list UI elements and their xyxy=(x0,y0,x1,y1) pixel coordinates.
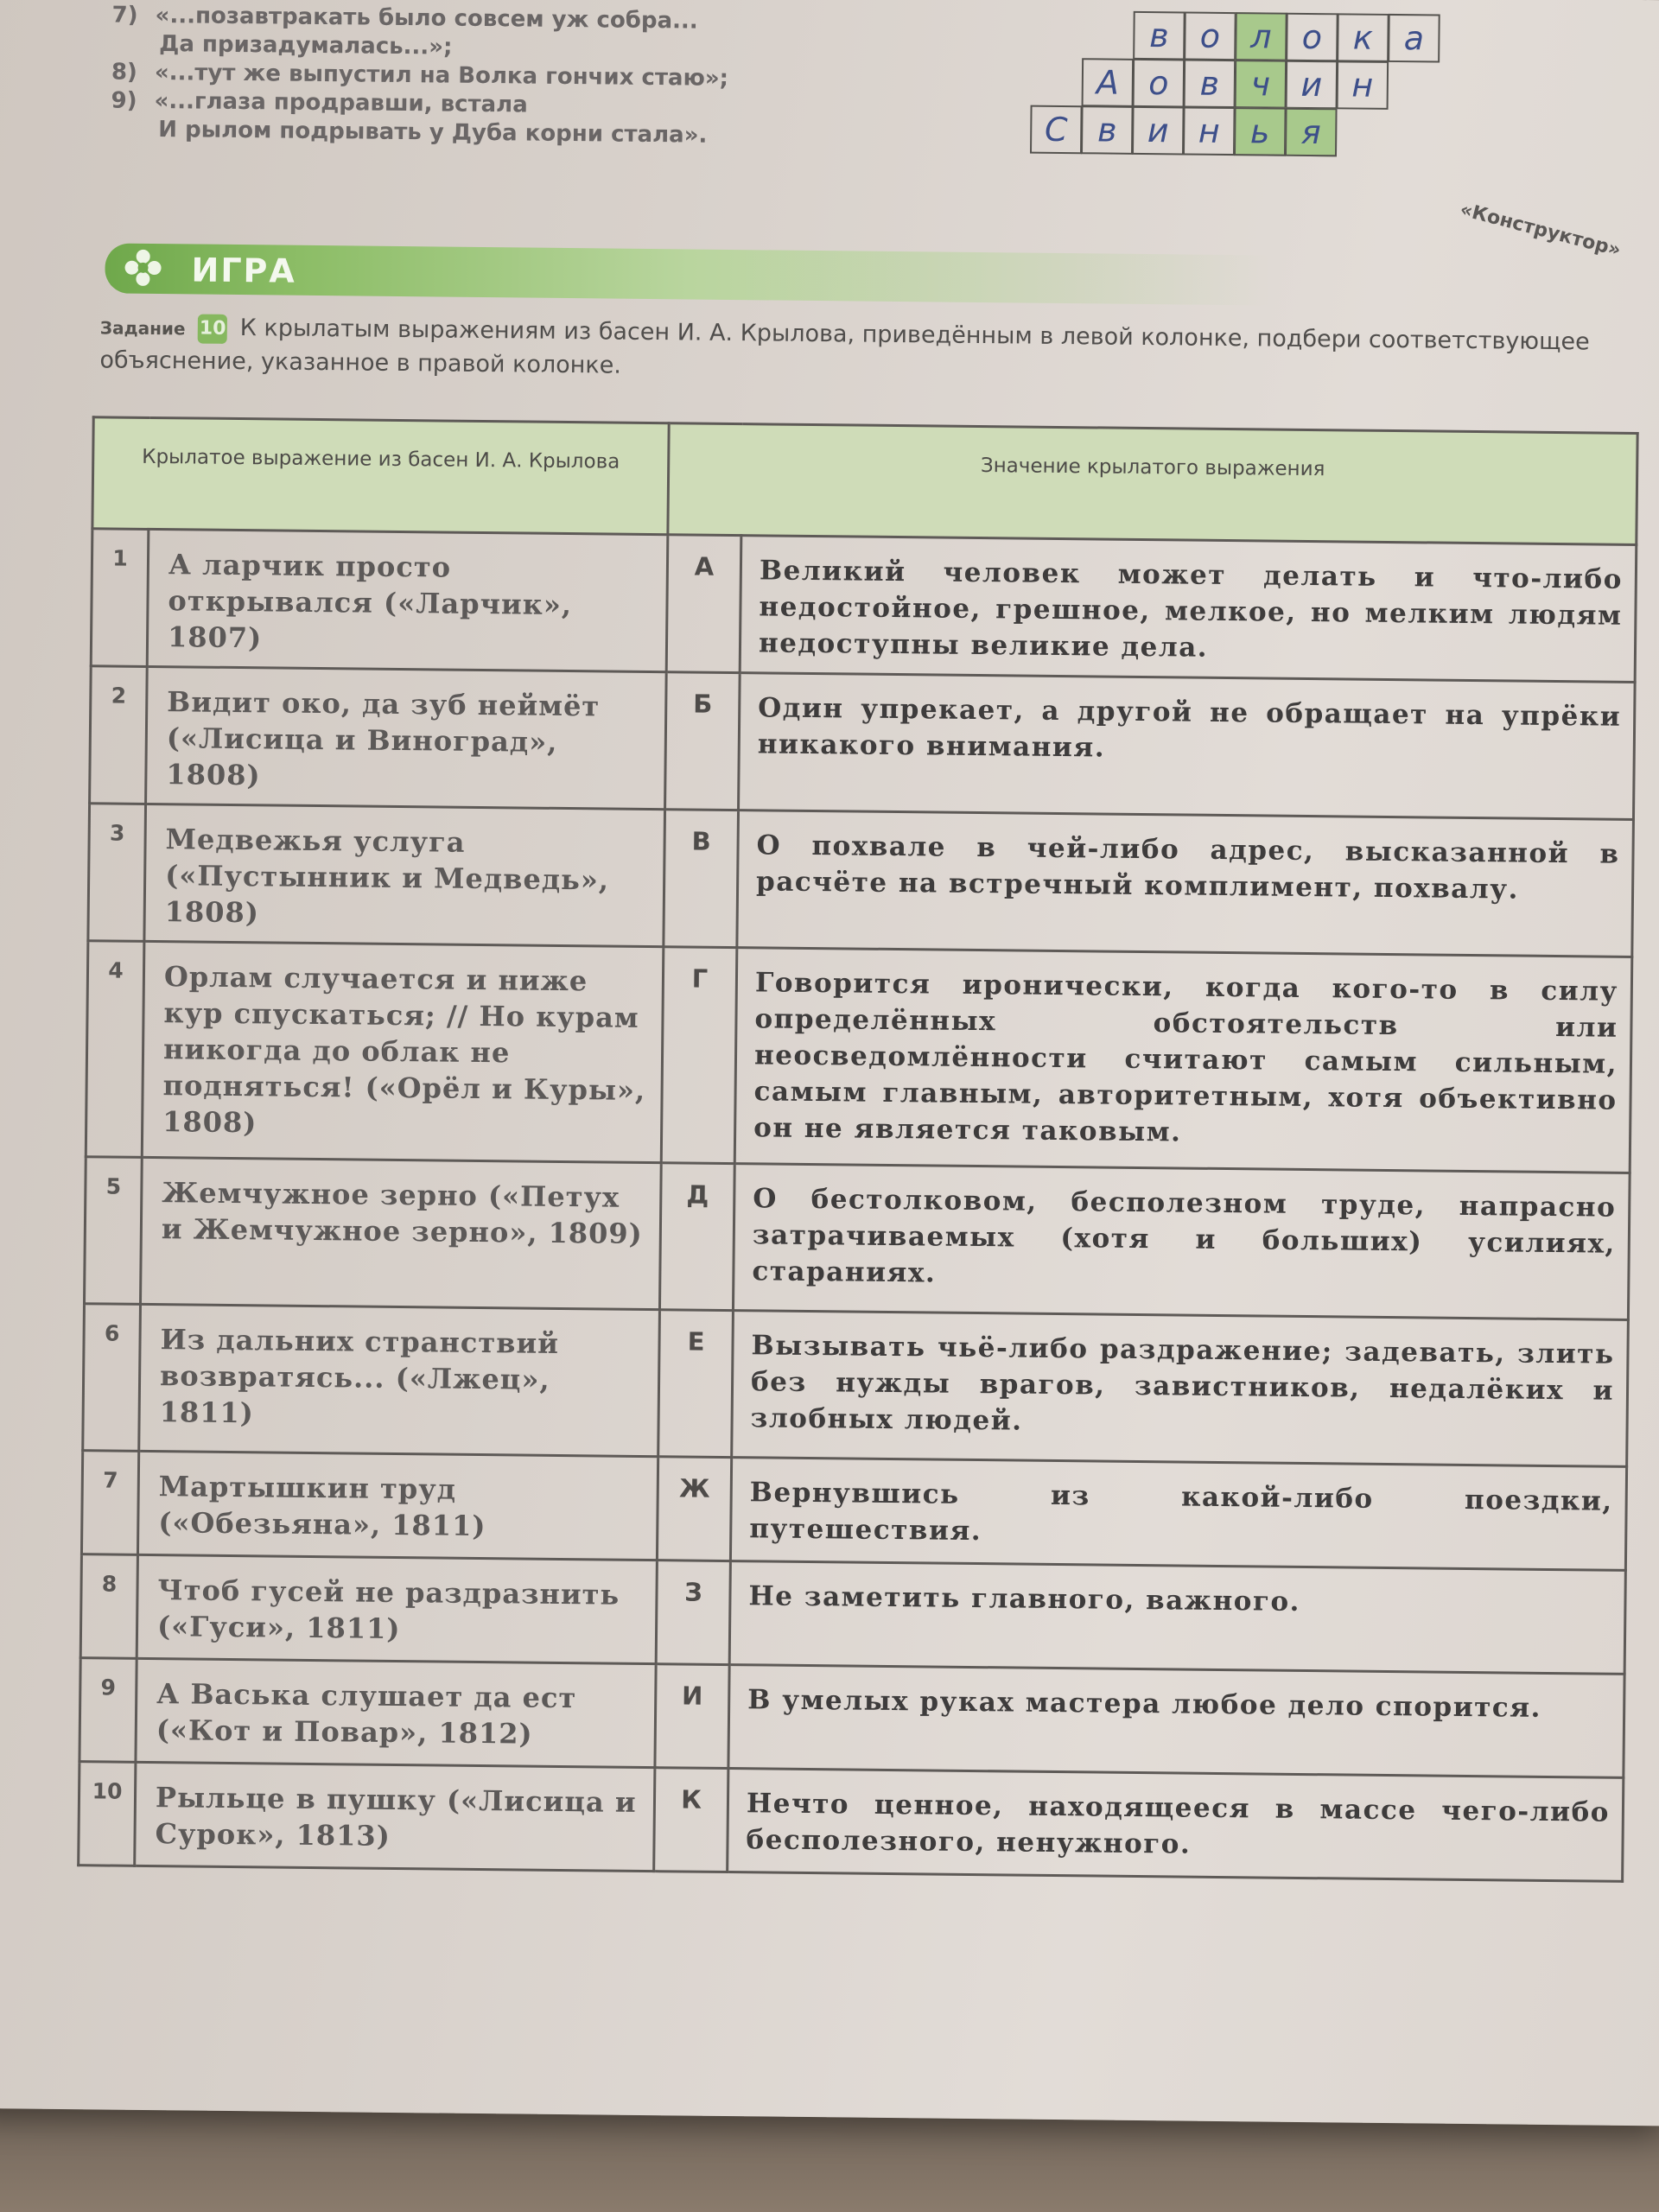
row-number: 3 xyxy=(88,804,146,942)
crossword-cell xyxy=(1336,108,1389,157)
table-row xyxy=(90,666,1636,820)
crossword-cell[interactable]: н xyxy=(1183,106,1236,156)
task-text: К крылатым выражениям из басен И. А. Крылова, приведённым в левой колонке, подбери соответствующее объяснение, указанное в правой колонке. xyxy=(99,315,1590,379)
table-header-row xyxy=(92,417,1637,545)
meaning-cell: О бестолковом, бесполезном труде, напрасно затрачиваемых (хотя и больших) усилиях, стараниях. xyxy=(733,1164,1630,1320)
crossword-cell[interactable]: о xyxy=(1184,11,1236,60)
meaning-cell: Вызывать чьё-либо раздражение; задевать, злить без нужды врагов, завистников, недалёких и злобных людей. xyxy=(732,1311,1629,1467)
meaning-cell: Говорится иронически, когда кого-то в силу определённых обстоятельств или неосведомлённости считают самым сильным, самым главным, авторитетным, хотя объективно он не является таковым. xyxy=(734,948,1632,1173)
table-row xyxy=(86,941,1632,1173)
table-row xyxy=(84,1157,1630,1320)
header-expression: Крылатое выражение из басен И. А. Крылова xyxy=(92,417,669,535)
meaning-letter: В xyxy=(664,810,739,948)
crossword-cell[interactable]: в xyxy=(1184,59,1236,108)
crossword-cell-highlight[interactable]: ь xyxy=(1234,107,1287,156)
row-number: 6 xyxy=(83,1304,141,1452)
table-row xyxy=(79,1762,1624,1882)
expression-cell: Мартышкин труд («Обезьяна», 1811) xyxy=(137,1451,658,1560)
quote-continuation: Да призадумалась...»; xyxy=(159,31,453,60)
table-row xyxy=(83,1304,1629,1467)
game-banner xyxy=(105,243,1402,307)
table-row xyxy=(80,1554,1625,1675)
crossword-cell[interactable]: А xyxy=(1082,58,1135,107)
meaning-letter: Б xyxy=(665,672,741,810)
row-number: 10 xyxy=(79,1762,136,1866)
crossword-cell[interactable]: в xyxy=(1133,11,1185,60)
meaning-cell: Один упрекает, а другой не обращает на упрёки никакого внимания. xyxy=(739,673,1636,820)
crossword-cell xyxy=(1082,10,1135,60)
task-number: 10 xyxy=(198,314,227,343)
expression-cell: Из дальних странствий возвратясь... («Лжец», 1811) xyxy=(139,1304,660,1456)
banner-title: ИГРА xyxy=(191,251,297,290)
meaning-letter: З xyxy=(656,1560,730,1665)
table-row xyxy=(81,1451,1626,1571)
table-row xyxy=(88,804,1634,957)
table-row xyxy=(91,529,1637,683)
crossword-cell[interactable]: С xyxy=(1030,105,1083,155)
row-number: 4 xyxy=(86,941,144,1158)
crossword-cell xyxy=(1031,58,1084,107)
header-meaning: Значение крылатого выражения xyxy=(668,423,1637,545)
expression-cell: Чтоб гусей не раздразнить («Гуси», 1811) xyxy=(137,1554,657,1663)
row-number: 8 xyxy=(80,1554,137,1659)
quote-continuation: И рылом подрывать у Дуба корни стала». xyxy=(158,117,708,149)
task-label: Задание xyxy=(99,317,186,340)
meaning-letter: Г xyxy=(661,947,737,1164)
row-number: 1 xyxy=(91,529,149,667)
crossword-cell[interactable]: а xyxy=(1388,14,1440,63)
crossword-cell[interactable]: и xyxy=(1286,60,1338,110)
quote-text: «...тут же выпустил на Волка гончих стаю»; xyxy=(154,59,729,92)
meaning-letter: Е xyxy=(658,1310,734,1458)
meaning-letter: Д xyxy=(659,1163,734,1311)
task-instruction xyxy=(99,310,1621,392)
crossword-cell[interactable]: к xyxy=(1337,13,1389,62)
row-number: 9 xyxy=(79,1658,137,1763)
crossword-cell[interactable]: о xyxy=(1286,13,1338,62)
crossword-row xyxy=(1032,11,1440,63)
crossword-cell[interactable]: в xyxy=(1081,105,1134,155)
row-number: 5 xyxy=(84,1157,142,1305)
crossword-cell-highlight[interactable]: я xyxy=(1285,108,1338,157)
quote-number: 8) xyxy=(111,59,138,86)
quote-number: 7) xyxy=(111,2,138,29)
meaning-cell: О похвале в чей-либо адрес, высказанной в расчёте на встречный комплимент, похвалу. xyxy=(737,810,1634,957)
meaning-cell: Не заметить главного, важного. xyxy=(729,1561,1625,1675)
quote-number: 9) xyxy=(111,87,137,114)
meaning-letter: К xyxy=(654,1768,728,1872)
meaning-cell: Великий человек может делать и что-либо недостойное, грешное, мелкое, но мелким людям недоступны великие дела. xyxy=(740,536,1637,683)
row-number: 7 xyxy=(81,1451,138,1555)
meaning-letter: Ж xyxy=(657,1457,731,1561)
expression-cell: Рыльце в пушку («Лисица и Сурок», 1813) xyxy=(135,1762,655,1871)
expression-cell: А Васька слушает да ест («Кот и Повар», 1812) xyxy=(136,1658,656,1767)
crossword-grid xyxy=(1031,11,1440,158)
crossword-cell xyxy=(1387,109,1440,158)
crossword-cell[interactable]: н xyxy=(1337,60,1389,110)
meaning-cell: Нечто ценное, находящееся в массе чего-либо бесполезного, ненужного. xyxy=(728,1769,1624,1882)
crossword-row xyxy=(1031,106,1440,158)
crossword-row xyxy=(1032,59,1440,111)
quote-text: «...позавтракать было совсем уж собра... xyxy=(155,2,698,35)
crossword-cell-highlight[interactable]: л xyxy=(1235,12,1287,61)
meaning-letter: А xyxy=(666,535,741,673)
crossword-cell-highlight[interactable]: ч xyxy=(1235,60,1287,109)
expression-cell: Видит око, да зуб неймёт («Лисица и Виноград», 1808) xyxy=(146,666,667,809)
crossword-cell xyxy=(1388,61,1440,111)
crossword-cell[interactable]: и xyxy=(1132,106,1185,156)
crossword-cell xyxy=(1031,10,1084,60)
expression-cell: А ларчик просто открывался («Ларчик», 1807) xyxy=(147,529,668,671)
fables-table xyxy=(77,416,1638,1883)
meaning-cell: В умелых руках мастера любое дело спорится. xyxy=(728,1665,1624,1778)
table-row xyxy=(79,1658,1624,1778)
expression-cell: Орлам случается и ниже кур спускаться; // Но курам никогда до облак не подняться! («Орёл и Куры», 1808) xyxy=(142,941,664,1162)
quote-list xyxy=(111,1,976,152)
crossword-cell[interactable]: о xyxy=(1133,59,1185,108)
meaning-cell: Вернувшись из какой-либо поездки, путешествия. xyxy=(730,1458,1626,1571)
expression-cell: Жемчужное зерно («Петух и Жемчужное зерно», 1809) xyxy=(140,1157,661,1309)
meaning-letter: И xyxy=(655,1664,729,1769)
flower-icon xyxy=(124,249,162,287)
quote-text: «...глаза продравши, встала xyxy=(154,87,528,118)
row-number: 2 xyxy=(90,666,148,804)
construct-tag: «Конструктор» xyxy=(1458,199,1624,262)
expression-cell: Медвежья услуга («Пустынник и Медведь», 1808) xyxy=(144,804,665,946)
